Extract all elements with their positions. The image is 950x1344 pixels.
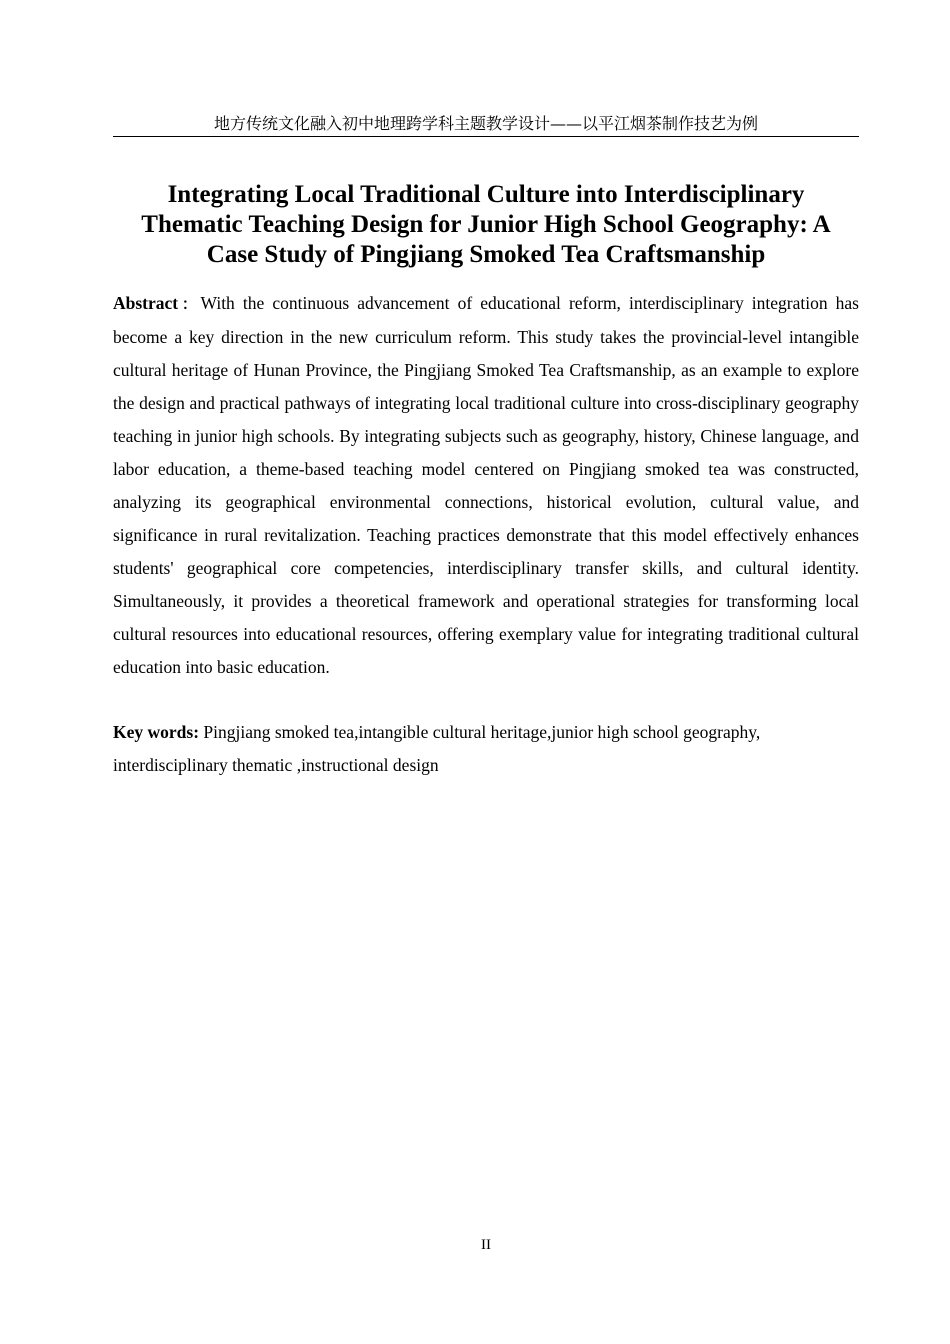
abstract-colon: ： <box>178 295 201 313</box>
title-line-3: Case Study of Pingjiang Smoked Tea Craftsmanship <box>206 241 766 268</box>
abstract-text: With the continuous advancement of educational reform, interdisciplinary integration has become a key direction in the new curriculum reform. This study takes the provincial-level intangible cultural heritage of Hunan Province, the Pingjiang Smoked Tea Craftsmanship, as an example to explore the design and practical pathways of integrating local traditional culture into cross-disciplinary geography teaching in junior high schools. By integrating subjects such as geography, history, Chinese language, and labor education, a theme-based teaching model centered on Pingjiang smoked tea was constructed, analyzing its geographical environmental connections, historical evolution, cultural value, and significance in rural revitalization. Teaching practices demonstrate that this model effectively enhances students' geographical core competencies, interdisciplinary transfer skills, and cultural identity. Simultaneously, it provides a theoretical framework and operational strategies for transforming local cultural resources into educational resources, offering exemplary value for integrating traditional cultural education into basic education. <box>113 293 859 677</box>
abstract-label: Abstract <box>113 293 179 313</box>
keywords-label: Key words: <box>113 722 200 742</box>
running-header: 地方传统文化融入初中地理跨学科主题教学设计——以平江烟茶制作技艺为例 <box>113 113 859 137</box>
title-line-2: Thematic Teaching Design for Junior High School Geography: A <box>141 211 831 238</box>
keywords-paragraph <box>113 716 859 782</box>
keywords-line-2: interdisciplinary thematic ,instructional design <box>113 755 439 775</box>
abstract-paragraph <box>113 287 859 684</box>
keywords-line-1: Pingjiang smoked tea,intangible cultural heritage,junior high school geography, <box>203 722 761 742</box>
page-number: II <box>481 1237 491 1253</box>
paper-title <box>113 180 859 270</box>
title-line-1: Integrating Local Traditional Culture into Interdisciplinary <box>167 181 805 208</box>
